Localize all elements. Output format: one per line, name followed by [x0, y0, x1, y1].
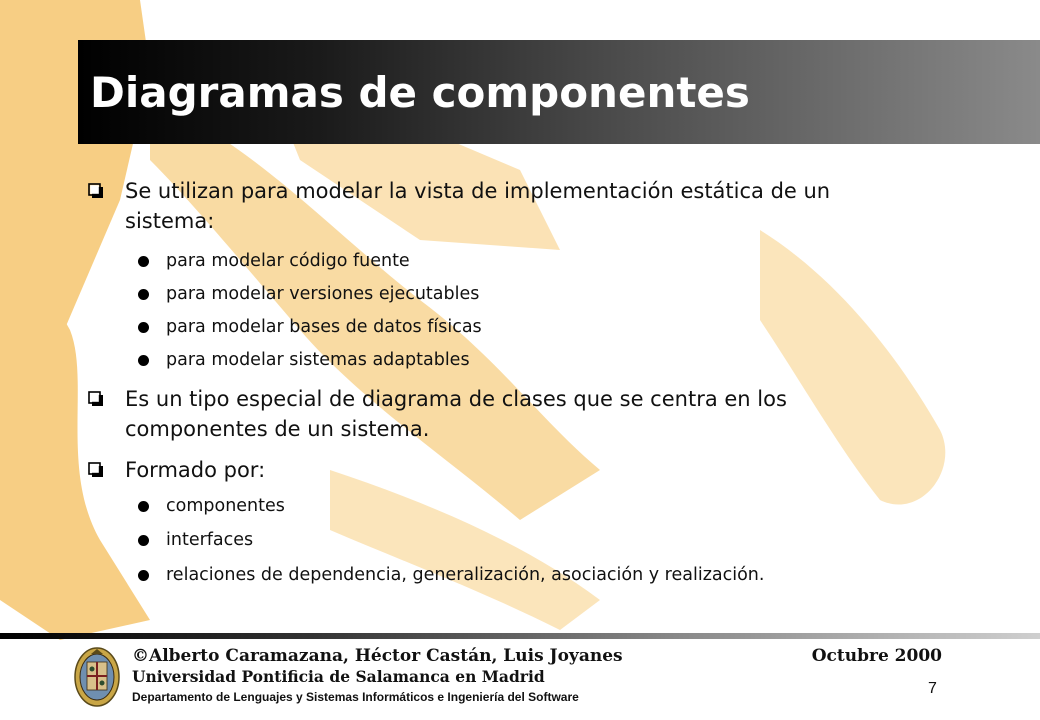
sub-list-item-text: componentes: [166, 496, 285, 516]
slide-title: Diagramas de componentes: [90, 68, 750, 117]
sub-list-item-text: relaciones de dependencia, generalización, asociación y realización.: [166, 565, 765, 585]
sub-list-item-text: para modelar código fuente: [166, 251, 410, 271]
page-number: 7: [928, 680, 937, 697]
sub-list-item-text: para modelar versiones ejecutables: [166, 284, 480, 304]
filled-circle-icon: [138, 322, 149, 333]
footer-divider: [0, 633, 1040, 639]
checkbox-square-icon: [88, 462, 104, 478]
sub-list-item-text: para modelar sistemas adaptables: [166, 350, 470, 370]
footer-university: Universidad Pontificia de Salamanca en Madrid: [132, 667, 545, 686]
checkbox-square-icon: [88, 391, 104, 407]
checkbox-square-icon: [88, 183, 104, 199]
list-item-text: Formado por:: [125, 458, 266, 482]
filled-circle-icon: [138, 256, 149, 267]
sub-list-item-text: interfaces: [166, 530, 254, 550]
footer-authors: ©Alberto Caramazana, Héctor Castán, Luis Joyanes: [132, 646, 623, 666]
footer-date: Octubre 2000: [811, 646, 942, 666]
sub-list-item-text: para modelar bases de datos físicas: [166, 317, 482, 337]
list-item-text: Se utilizan para modelar la vista de implementación estática de un sistema:: [125, 179, 831, 233]
filled-circle-icon: [138, 570, 149, 581]
filled-circle-icon: [138, 501, 149, 512]
filled-circle-icon: [138, 289, 149, 300]
list-item-text: Es un tipo especial de diagrama de clases que se centra en los componentes de un sistema.: [125, 387, 787, 441]
filled-circle-icon: [138, 355, 149, 366]
filled-circle-icon: [138, 535, 149, 546]
university-seal-icon: [73, 646, 121, 708]
footer-department: Departamento de Lenguajes y Sistemas Informáticos e Ingeniería del Software: [132, 690, 579, 704]
